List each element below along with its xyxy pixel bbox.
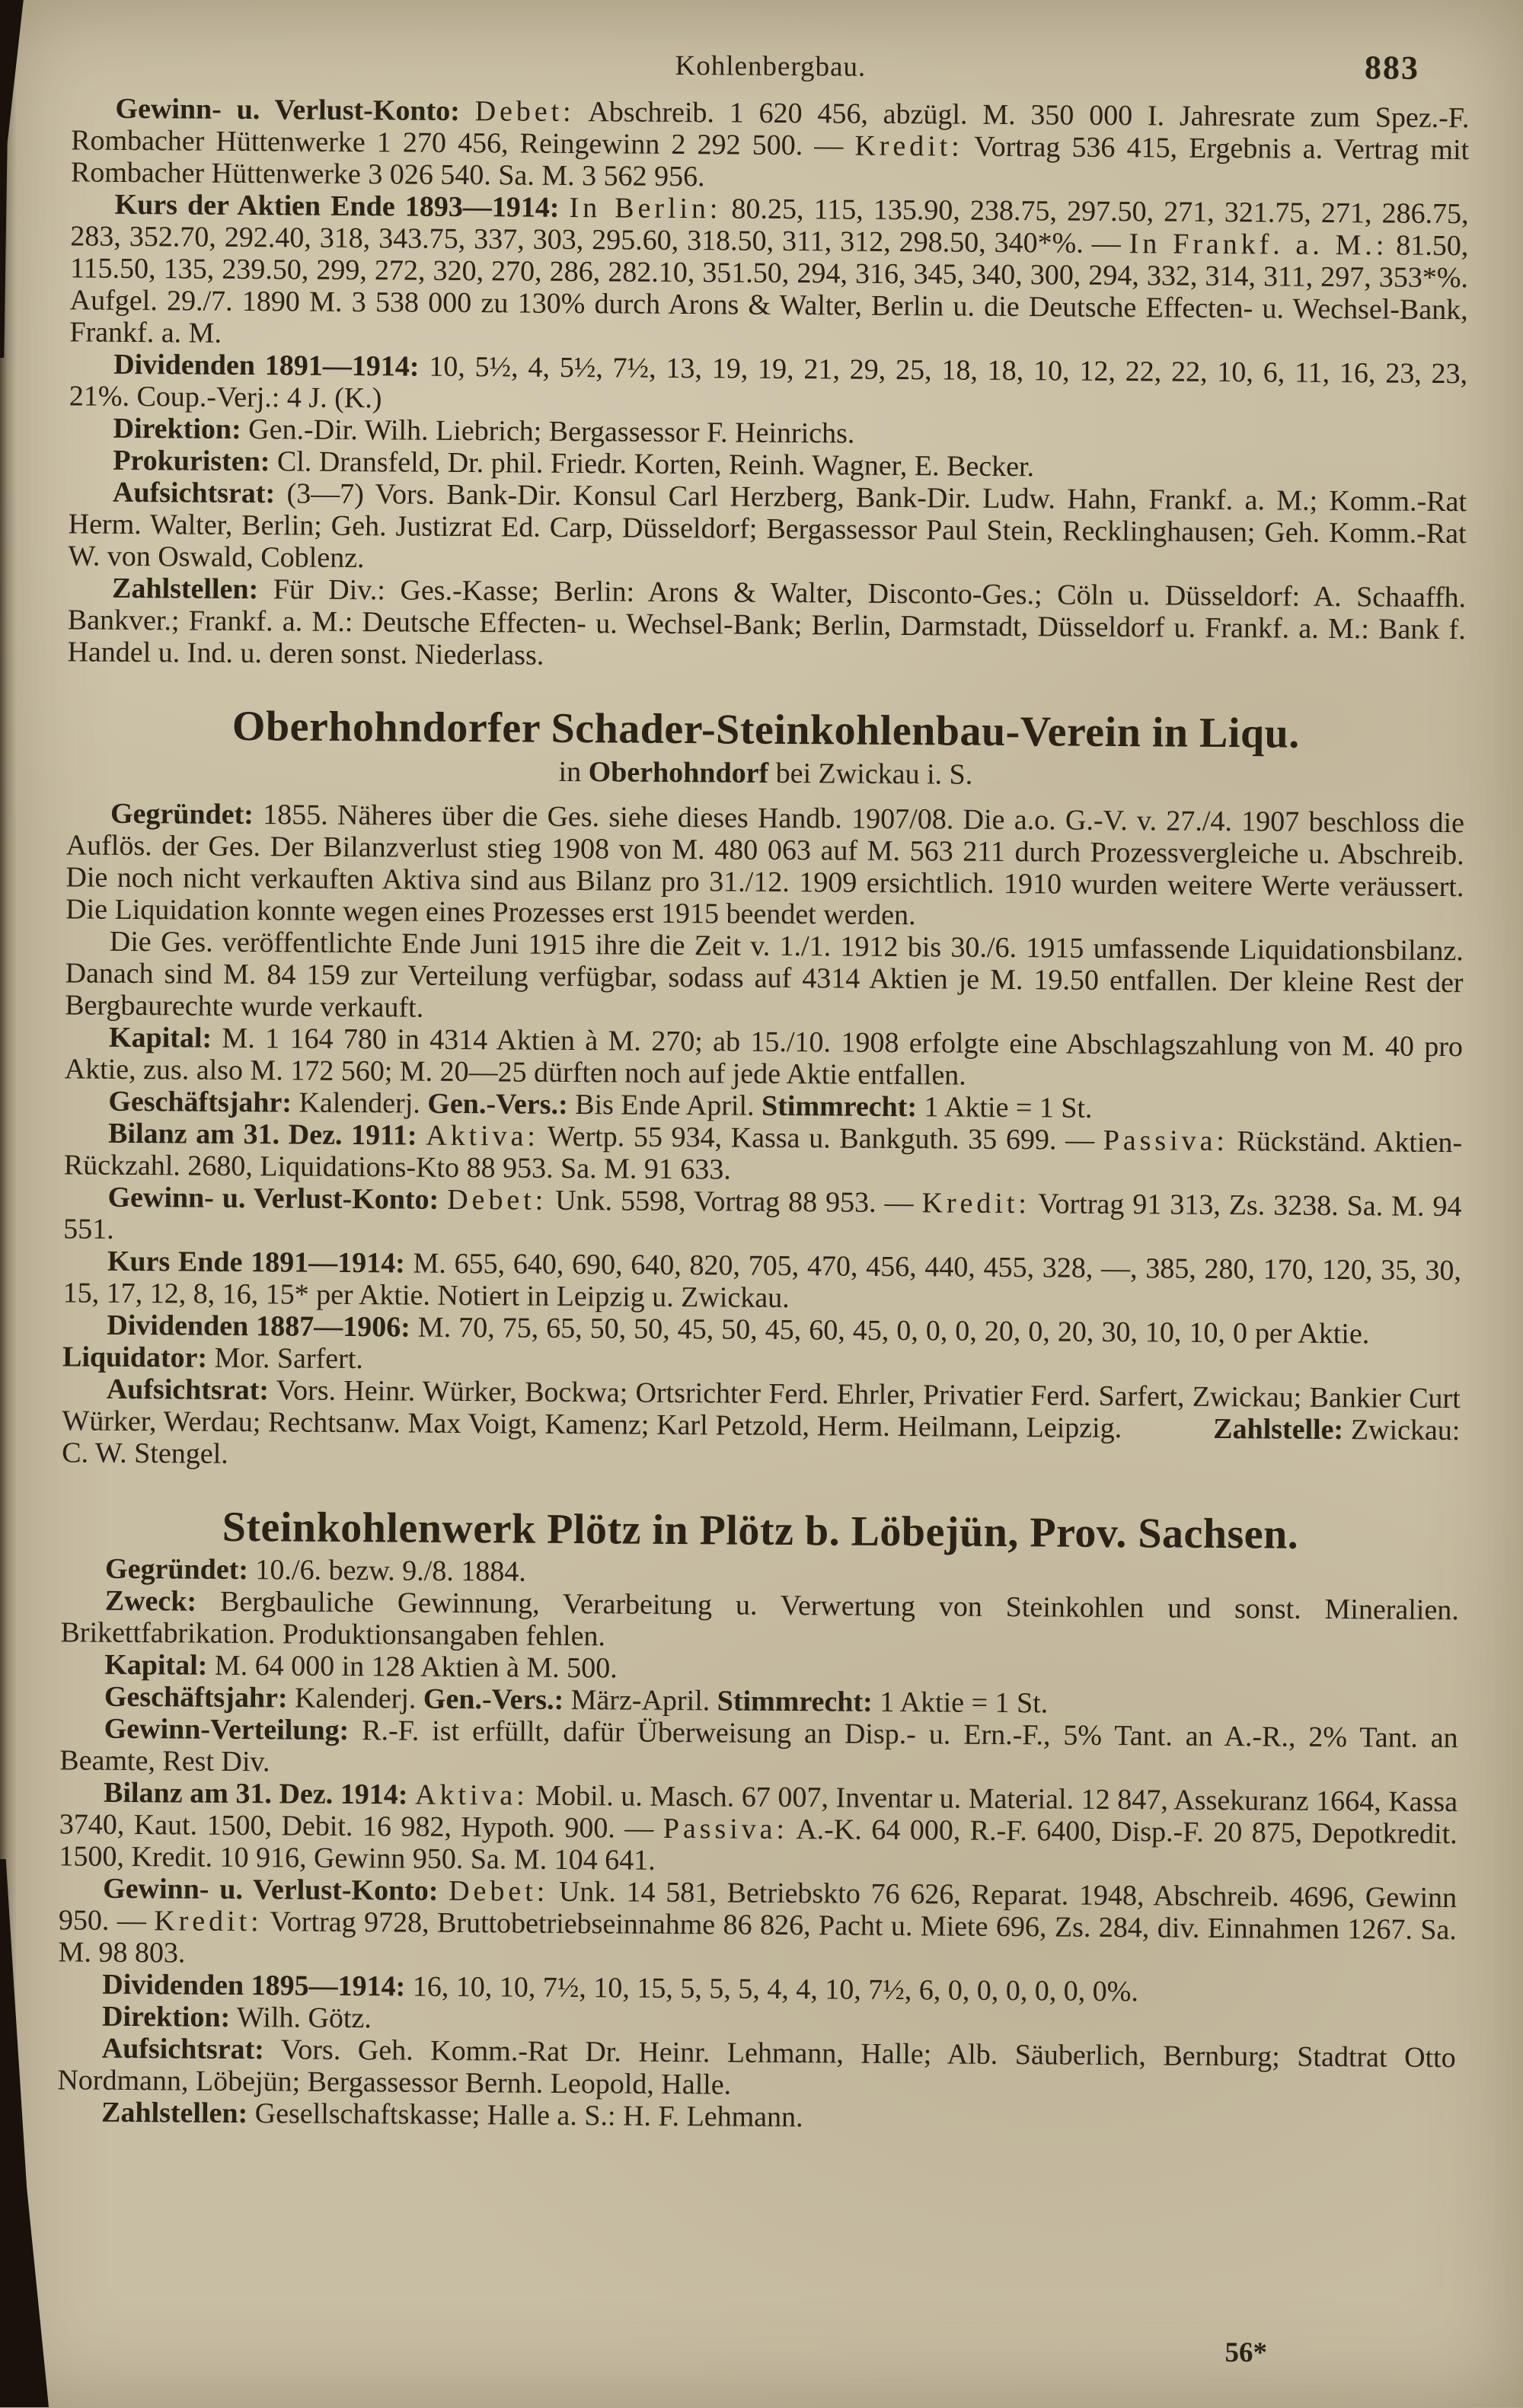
text-run: M. 1 164 780 in 4314 Aktien à M. 270; ab 15./10. 1908 erfolgte eine Abschlagszahlung von M. 40 pro Aktie, zus. also M. 172 560; M. 20—25 dürften noch auf jede Aktie entfallen. (64, 1022, 1464, 1092)
column-gap (1122, 1437, 1213, 1438)
text-run (417, 1120, 426, 1152)
label-run: Gen.-Vers.: (427, 1087, 568, 1121)
entry-paragraph (57, 2032, 1456, 2106)
label-run: Liquidator: (62, 1341, 208, 1374)
label-run: Dividenden 1895—1914: (102, 1968, 406, 2003)
text-run: Vors. Geh. Komm.-Rat Dr. Heinr. Lehmann, Halle; Alb. Säuberlich, Bernburg; Stadtrat Otto Nordmann, Löbejün; Bergassessor Bernh. Leopold, Halle. (57, 2033, 1456, 2101)
text-run: Die Ges. veröffentlichte Ende Juni 1915 ihre die Zeit v. 1./1. 1912 bis 30./6. 1915 umfassende Liquidationsbilanz. Danach sind M. 84 159 zur Verteilung verfügbar, sodass auf 4314 Aktien je M. 19.50 entfallen. Der kleine Rest der Bergbaurechte wurde verkauft. (65, 925, 1464, 1024)
text-run: Vortrag 536 415, Ergebnis a. Vertrag mit Rombacher Hüttenwerke 3 026 540. Sa. M. 3 562 956. (70, 130, 1470, 193)
text-run: Vortrag 91 313, Zs. 3238. Sa. M. 94 551. (63, 1188, 1462, 1245)
text-run: 1 Aktie = 1 St. (872, 1686, 1049, 1720)
text-run: Gesellschaftskasse; Halle a. S.: H. F. Lehmann. (247, 2097, 803, 2134)
text-run: Gen.-Dir. Wilh. Liebrich; Bergassessor F. Heinrichs. (241, 413, 855, 450)
label-run: Gewinn- u. Verlust-Konto: (103, 1872, 439, 1907)
text-run: Für Div.: Ges.-Kasse; Berlin: Arons & Walter, Disconto-Ges.; Cöln u. Düsseldorf: A. Schaaffh. Bankver.; Frankf. a. M.: Deutsche Effecten- u. Wechsel-Bank; Berlin, Darmstadt, Düsseldorf u. Frankf. a. M.: Bank f. Handel u. Ind. u. deren sonst. Niederlass. (67, 573, 1467, 671)
text-run (439, 1184, 447, 1216)
label-run: Dividenden 1887—1906: (107, 1309, 410, 1344)
page-header (72, 45, 1470, 93)
entry-paragraph (60, 1584, 1459, 1658)
label-run: Stimmrecht: (717, 1685, 873, 1718)
text-run: Unk. 5598, Vortrag 88 953. — (547, 1184, 922, 1220)
label-run: Kapital: (104, 1648, 208, 1682)
text-run: Bergbauliche Gewinnung, Verarbeitung u. Verwertung von Steinkohlen und sonst. Mineralien. Brikettfabrikation. Produktionsangaben fehlen. (60, 1585, 1459, 1653)
text-run: Vortrag 9728, Bruttobetriebseinnahme 86 826, Pacht u. Miete 696, Zs. 284, div. Einnahmen 1267. Sa. M. 98 803. (58, 1906, 1458, 1969)
text-run: M. 655, 640, 690, 640, 820, 705, 470, 456, 440, 455, 328, —, 385, 280, 170, 120, 35, 30, 15, 17, 12, 8, 16, 15* per Aktie. Notiert in Leipzig u. Zwickau. (62, 1247, 1462, 1315)
label-run: Bilanz am 31. Dez. 1914: (103, 1776, 408, 1811)
text-run: Debet: (474, 95, 575, 129)
text-run (438, 1875, 449, 1907)
entry-paragraph (63, 1181, 1462, 1255)
label-run: Direktion: (101, 2000, 231, 2033)
label-run: Zahlstellen: (111, 572, 259, 606)
text-run: Kalenderj. (291, 1086, 428, 1120)
entry-paragraph (62, 1309, 1461, 1383)
label-run: Bilanz am 31. Dez. 1911: (107, 1117, 417, 1152)
text-run: Mor. Sarfert. (206, 1341, 363, 1376)
text-run: 81.50, 115.50, 135, 239.50, 299, 272, 320, 270, 286, 282.10, 351.50, 294, 316, 345, 340, 300, 294, 332, 314, 311, 297, 353*%. Aufgel. 29./7. 1890 M. 3 538 000 zu 130% durch Arons & Walter, Berlin u. die Deutsche Effecten- u. Wechsel-Bank, Frankf. a. M. (69, 229, 1469, 349)
label-run: Kurs Ende 1891—1914: (107, 1245, 406, 1280)
page-number: 883 (1364, 49, 1420, 87)
entry-paragraph (69, 348, 1468, 422)
entry-paragraph (69, 188, 1468, 358)
text-run: Aktiva: (414, 1778, 528, 1812)
label-run: Geschäftsjahr: (108, 1085, 292, 1119)
entry-paragraph (65, 925, 1464, 1031)
text-run: Kredit: (154, 1905, 263, 1938)
company-heading: Oberhohndorfer Schader-Steinkohlenbau-Verein in Liqu. (231, 702, 1300, 757)
text-run: Vors. Heinr. Würker, Bockwa; Ortsrichter Ferd. Ehrler, Privatier Ferd. Sarfert, Zwickau; Bankier Curt Würker, Werdau; Rechtsanw. Max Voigt, Kamenz; Karl Petzold, Herm. Heilmann, Leipzig. (62, 1374, 1461, 1445)
label-run: Direktion: (113, 412, 241, 445)
text-run (407, 1779, 415, 1811)
text-run: Abschreib. 1 620 456, abzügl. M. 350 000 I. Jahresrate zum Spez.-F. Rombacher Hüttenwerke 1 270 456, Reingewinn 2 292 500. — (71, 96, 1470, 162)
entry-paragraph (59, 1776, 1458, 1882)
label-run: Aufsichtsrat: (101, 2032, 265, 2066)
entry-paragraph (65, 797, 1464, 935)
sections (57, 92, 1470, 2138)
label-run: Geschäftsjahr: (104, 1680, 288, 1714)
entry-paragraph (67, 572, 1466, 678)
signature-mark: 56* (1224, 2337, 1267, 2368)
text-run: bei Zwickau i. S. (768, 757, 973, 791)
label-run: Prokuristen: (113, 444, 270, 478)
company-heading: Steinkohlenwerk Plötz in Plötz b. Löbejün, Prov. Sachsen. (222, 1503, 1299, 1558)
text-run: In Frankf. a. M.: (1129, 228, 1388, 262)
column-gap (1369, 1343, 1461, 1344)
entry-section (62, 701, 1465, 1478)
text-run: 80.25, 115, 135.90, 238.75, 297.50, 271, 321.75, 271, 286.75, 283, 352.70, 292.40, 318, 343.75, 337, 303, 295.60, 318.50, 311, 312, 298.50, 340*%. — (70, 193, 1469, 260)
label-run: Gewinn-Verteilung: (104, 1712, 350, 1746)
label-run: Zahlstellen: (101, 2096, 248, 2130)
entry-paragraph (71, 92, 1470, 198)
text-run: Wilh. Götz. (230, 2001, 372, 2035)
text-run: R.-F. ist erfüllt, dafür Überweisung an Disp.- u. Ern.-F., 5% Tant. an A.-R., 2% Tant. an Beamte, Rest Div. (59, 1714, 1458, 1778)
label-run: Gegründet: (104, 1552, 249, 1587)
entry-paragraph (59, 1712, 1458, 1786)
text-run: Kredit: (854, 129, 963, 163)
label-run: Kurs der Aktien Ende 1893—1914: (114, 188, 560, 224)
text-run: Passiva: (663, 1812, 789, 1846)
text-run: in (558, 755, 589, 789)
text-run (460, 95, 475, 127)
text-run: Unk. 14 581, Betriebskto 76 626, Reparat. 1948, Abschreib. 4696, Gewinn 950. — (58, 1875, 1458, 1938)
entry-section (57, 1502, 1460, 2138)
text-run: Zwickau: C. W. Stengel. (62, 1414, 1461, 1470)
entry-paragraph (62, 1373, 1461, 1478)
entry-paragraph (64, 1117, 1463, 1191)
text-run: Bis Ende April. (567, 1088, 762, 1122)
label-run: Aufsichtsrat: (112, 476, 276, 510)
text-run: Passiva: (1103, 1124, 1228, 1158)
label-run: Kapital: (108, 1021, 212, 1054)
label-run: Zahlstelle: (1213, 1412, 1344, 1446)
text-run: Cl. Dransfeld, Dr. phil. Friedr. Korten, Reinh. Wagner, E. Becker. (270, 445, 1035, 483)
text-run: Aktiva: (426, 1119, 540, 1153)
text-run: Wertp. 55 934, Kassa u. Bankguth. 35 699. — (538, 1120, 1103, 1156)
text-run: 1855. Näheres über die Ges. siehe dieses Handb. 1907/08. Die a.o. G.-V. v. 27./4. 1907 beschloss die Auflös. der Ges. Der Bilanzverlust stieg 1908 von M. 480 063 auf M. 563 211 durch Prozessvergleiche u. Abschreib. Die noch nicht verkauften Aktiva sind aus Bilanz pro 31./12. 1909 ersichtlich. 1910 wurden weitere Werte veräussert. Die Liquidation konnte wegen eines Prozesses erst 1915 beendet werden. (65, 799, 1465, 932)
text-run: Kredit: (921, 1187, 1030, 1220)
label-run: Gegründet: (110, 797, 254, 831)
entry-paragraph (65, 1021, 1464, 1095)
label-run: Oberhohndorf (588, 756, 769, 789)
text-run: Debet: (449, 1874, 549, 1908)
text-run: Rückständ. Aktien-Rückzahl. 2680, Liquidations-Kto 88 953. Sa. M. 91 633. (63, 1125, 1463, 1186)
text-run: 10./6. bezw. 9./8. 1884. (247, 1554, 526, 1588)
text-run: (3—7) Vors. Bank-Dir. Konsul Carl Herzberg, Bank-Dir. Ludw. Hahn, Frankf. a. M.; Komm.-Rat Herm. Walter, Berlin; Geh. Justizrat Ed. Carp, Düsseldorf; Bergassessor Paul Stein, Recklinghausen; Geh. Komm.-Rat W. von Oswald, Coblenz. (68, 477, 1467, 575)
label-run: Zweck: (104, 1584, 197, 1618)
entry-paragraph (63, 1245, 1462, 1319)
text-run: 1 Aktie = 1 St. (916, 1091, 1093, 1124)
text-run: Mobil. u. Masch. 67 007, Inventar u. Material. 12 847, Assekuranz 1664, Kassa 3740, Kaut. 1500, Debit. 16 982, Hypoth. 900. — (59, 1779, 1458, 1845)
company-location (66, 751, 1464, 795)
label-run: Dividenden 1891—1914: (113, 348, 420, 383)
text-run: A.-K. 64 000, R.-F. 6400, Disp.-F. 20 875, Depotkredit. 1500, Kredit. 10 916, Gewinn 950. Sa. M. 104 641. (59, 1813, 1458, 1877)
label-run: Gen.-Vers.: (423, 1682, 564, 1716)
text-run (559, 192, 569, 224)
running-title: Kohlenbergbau. (675, 49, 867, 83)
entry-paragraph (58, 1872, 1457, 1978)
text-run: Debet: (447, 1183, 548, 1217)
text-run: 10, 5½, 4, 5½, 7½, 13, 19, 19, 21, 29, 25, 18, 18, 10, 12, 22, 22, 10, 6, 11, 16, 23, 23, 21%. Coup.-Verj.: 4 J. (K.) (69, 350, 1468, 415)
text-run: 16, 10, 10, 7½, 10, 15, 5, 5, 5, 4, 4, 10, 7½, 6, 0, 0, 0, 0, 0, 0%. (405, 1970, 1139, 2008)
label-run: Gewinn- u. Verlust-Konto: (115, 92, 461, 127)
text-run: März-April. (564, 1683, 717, 1717)
entry-paragraph (68, 476, 1467, 582)
text-run: Kalenderj. (287, 1682, 424, 1715)
text-run: M. 64 000 in 128 Aktien à M. 500. (207, 1649, 618, 1685)
label-run: Gewinn- u. Verlust-Konto: (107, 1181, 439, 1216)
entry-section (67, 92, 1469, 678)
text-run: M. 70, 75, 65, 50, 50, 45, 50, 45, 60, 45, 0, 0, 0, 20, 0, 20, 30, 10, 10, 0 per Aktie. (410, 1311, 1370, 1351)
label-run: Stimmrecht: (761, 1089, 918, 1124)
label-run: Aufsichtsrat: (106, 1373, 270, 1407)
text-run: In Berlin: (569, 191, 722, 225)
